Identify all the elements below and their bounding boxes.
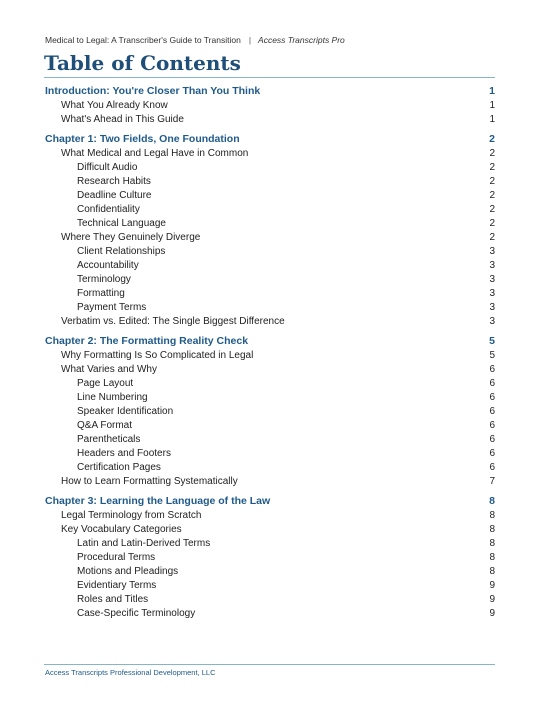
toc-page-number: 5 <box>489 335 495 347</box>
header-doc-title: Medical to Legal: A Transcriber's Guide to Transition <box>45 35 241 45</box>
toc-entry-label: Terminology <box>77 274 131 285</box>
toc-subsection-entry[interactable] <box>45 579 495 593</box>
toc-subsection-entry[interactable] <box>45 189 495 203</box>
toc-entry-label: Speaker Identification <box>77 406 174 417</box>
toc-subsection-entry[interactable] <box>45 405 495 419</box>
title-divider <box>44 77 495 78</box>
toc-section-entry[interactable] <box>45 475 495 489</box>
toc-subsection-entry[interactable] <box>45 203 495 217</box>
toc-section-entry[interactable] <box>45 315 495 329</box>
header-separator: | <box>248 35 252 45</box>
toc-subsection-entry[interactable] <box>45 551 495 565</box>
toc-page-number: 2 <box>489 190 495 201</box>
toc-section-entry[interactable] <box>45 509 495 523</box>
toc-entry-label: Accountability <box>77 260 139 271</box>
toc-page-number: 6 <box>489 392 495 403</box>
toc-section-entry[interactable] <box>45 231 495 245</box>
toc-subsection-entry[interactable] <box>45 287 495 301</box>
toc-entry-label: Procedural Terms <box>77 552 156 563</box>
toc-page-number: 1 <box>489 100 495 111</box>
toc-page-number: 3 <box>489 302 495 313</box>
toc-page-number: 3 <box>489 316 495 327</box>
header-brand: Access Transcripts Pro <box>258 35 345 45</box>
toc-page-number: 6 <box>489 420 495 431</box>
toc-page-number: 2 <box>489 232 495 243</box>
toc-page-number: 1 <box>489 85 495 97</box>
toc-page-number: 9 <box>489 594 495 605</box>
toc-page-number: 6 <box>489 434 495 445</box>
toc-subsection-entry[interactable] <box>45 433 495 447</box>
toc-entry-label: Roles and Titles <box>77 594 149 605</box>
toc-entry-label: Key Vocabulary Categories <box>61 524 182 535</box>
toc-page-number: 8 <box>489 524 495 535</box>
page-title: Table of Contents <box>44 51 241 75</box>
toc-subsection-entry[interactable] <box>45 607 495 621</box>
footer-divider <box>44 664 495 665</box>
toc-page-number: 3 <box>489 274 495 285</box>
toc-subsection-entry[interactable] <box>45 301 495 315</box>
toc-page-number: 2 <box>489 204 495 215</box>
toc-entry-label: Line Numbering <box>77 392 148 403</box>
toc-subsection-entry[interactable] <box>45 175 495 189</box>
toc-entry-label: What Varies and Why <box>61 364 157 375</box>
toc-subsection-entry[interactable] <box>45 593 495 607</box>
toc-chapter-entry[interactable] <box>45 132 495 147</box>
toc-entry-label: What You Already Know <box>61 100 168 111</box>
toc-page-number: 8 <box>489 495 495 507</box>
toc-subsection-entry[interactable] <box>45 391 495 405</box>
toc-entry-label: Case-Specific Terminology <box>77 608 196 619</box>
running-header <box>45 35 345 45</box>
toc-entry-label: What's Ahead in This Guide <box>61 114 184 125</box>
toc-entry-label: Payment Terms <box>77 302 147 313</box>
toc-entry-label: Latin and Latin-Derived Terms <box>77 538 211 549</box>
table-of-contents <box>45 84 495 626</box>
toc-page-number: 2 <box>489 148 495 159</box>
toc-entry-label: Where They Genuinely Diverge <box>61 232 201 243</box>
toc-subsection-entry[interactable] <box>45 447 495 461</box>
toc-page-number: 8 <box>489 566 495 577</box>
toc-subsection-entry[interactable] <box>45 259 495 273</box>
toc-section-entry[interactable] <box>45 523 495 537</box>
toc-subsection-entry[interactable] <box>45 217 495 231</box>
toc-entry-label: Technical Language <box>77 218 166 229</box>
toc-entry-label: Motions and Pleadings <box>77 566 179 577</box>
toc-page-number: 3 <box>489 246 495 257</box>
toc-chapter-title: Chapter 2: The Formatting Reality Check <box>45 335 249 347</box>
toc-page-number: 7 <box>489 476 495 487</box>
toc-page-number: 1 <box>489 114 495 125</box>
toc-page-number: 9 <box>489 580 495 591</box>
toc-subsection-entry[interactable] <box>45 245 495 259</box>
toc-subsection-entry[interactable] <box>45 537 495 551</box>
toc-entry-label: Difficult Audio <box>77 162 138 173</box>
toc-chapter-title: Chapter 3: Learning the Language of the Law <box>45 495 271 507</box>
toc-page-number: 6 <box>489 364 495 375</box>
toc-entry-label: Headers and Footers <box>77 448 171 459</box>
toc-section-entry[interactable] <box>45 99 495 113</box>
toc-page-number: 2 <box>489 133 495 145</box>
toc-page-number: 6 <box>489 448 495 459</box>
toc-entry-label: Q&A Format <box>77 420 133 431</box>
toc-chapter-title: Introduction: You're Closer Than You Think <box>45 85 261 97</box>
toc-page-number: 9 <box>489 608 495 619</box>
toc-subsection-entry[interactable] <box>45 273 495 287</box>
toc-section-entry[interactable] <box>45 147 495 161</box>
toc-chapter <box>45 132 495 329</box>
toc-page-number: 8 <box>489 552 495 563</box>
toc-entry-label: Evidentiary Terms <box>77 580 157 591</box>
toc-page-number: 6 <box>489 378 495 389</box>
toc-page-number: 5 <box>489 350 495 361</box>
toc-entry-label: Deadline Culture <box>77 190 152 201</box>
toc-chapter-entry[interactable] <box>45 334 495 349</box>
toc-entry-label: Formatting <box>77 288 125 299</box>
toc-page-number: 8 <box>489 538 495 549</box>
toc-entry-label: Verbatim vs. Edited: The Single Biggest Difference <box>61 316 285 327</box>
toc-entry-label: Why Formatting Is So Complicated in Legal <box>61 350 254 361</box>
toc-section-entry[interactable] <box>45 113 495 127</box>
toc-subsection-entry[interactable] <box>45 461 495 475</box>
toc-chapter <box>45 84 495 127</box>
toc-entry-label: Confidentiality <box>77 204 140 215</box>
toc-chapter-entry[interactable] <box>45 494 495 509</box>
toc-entry-label: How to Learn Formatting Systematically <box>61 476 238 487</box>
toc-subsection-entry[interactable] <box>45 565 495 579</box>
toc-entry-label: Legal Terminology from Scratch <box>61 510 202 521</box>
toc-chapter-title: Chapter 1: Two Fields, One Foundation <box>45 133 240 145</box>
running-footer: Access Transcripts Professional Development, LLC <box>45 668 216 677</box>
toc-subsection-entry[interactable] <box>45 377 495 391</box>
toc-subsection-entry[interactable] <box>45 419 495 433</box>
toc-section-entry[interactable] <box>45 363 495 377</box>
toc-entry-label: Research Habits <box>77 176 151 187</box>
toc-page-number: 6 <box>489 462 495 473</box>
toc-entry-label: Client Relationships <box>77 246 166 257</box>
toc-page-number: 2 <box>489 218 495 229</box>
toc-page-number: 3 <box>489 260 495 271</box>
toc-entry-label: Page Layout <box>77 378 134 389</box>
toc-chapter-entry[interactable] <box>45 84 495 99</box>
toc-chapter <box>45 494 495 621</box>
toc-page-number: 3 <box>489 288 495 299</box>
toc-section-entry[interactable] <box>45 349 495 363</box>
toc-page-number: 2 <box>489 176 495 187</box>
toc-chapter <box>45 334 495 489</box>
toc-page-number: 2 <box>489 162 495 173</box>
toc-entry-label: Certification Pages <box>77 462 161 473</box>
toc-entry-label: Parentheticals <box>77 434 141 445</box>
toc-page-number: 8 <box>489 510 495 521</box>
toc-page-number: 6 <box>489 406 495 417</box>
toc-entry-label: What Medical and Legal Have in Common <box>61 148 249 159</box>
toc-subsection-entry[interactable] <box>45 161 495 175</box>
